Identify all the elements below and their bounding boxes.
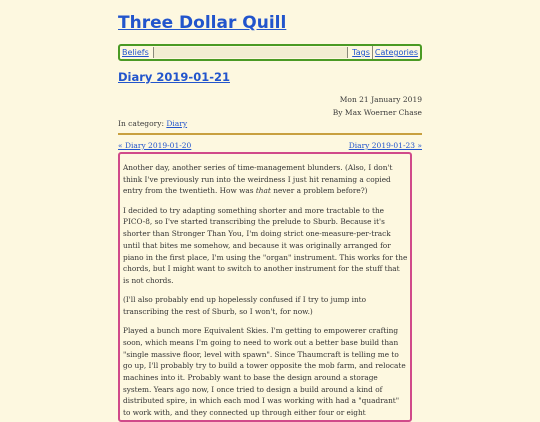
nav-link-tags[interactable]: Tags [352, 48, 370, 57]
category-prefix: In category: [118, 119, 164, 128]
category-link-diary[interactable]: Diary [166, 119, 188, 128]
nav-link-categories[interactable]: Categories [372, 46, 420, 59]
post-author: By Max Woerner Chase [332, 108, 422, 117]
paragraph-1 [123, 162, 408, 197]
nav-bar [118, 44, 422, 61]
site-title-link[interactable]: Three Dollar Quill [118, 13, 287, 33]
post-date: Mon 21 January 2019 [339, 95, 422, 104]
nav-spacer [153, 47, 348, 58]
nav-link-beliefs[interactable]: Beliefs [122, 48, 149, 57]
post-category-line [118, 119, 187, 128]
next-post-link[interactable]: Diary 2019-01-23 » [348, 141, 422, 150]
divider [118, 133, 422, 135]
paragraph-1-emphasis: that [255, 186, 271, 196]
paragraph-1-text-a: Another day, another series of time-management blunders. (Also, I don't think I've previously run into the weirdness I just hit renaming a copied entry from the twentieth. How was [123, 163, 393, 196]
paragraph-1-text-b: never a problem before?) [270, 186, 368, 196]
paragraph-3: (I'll also probably end up hopelessly confused if I try to jump into transcribing the rest of Sburb, so I won't, for now.) [123, 295, 367, 316]
paragraph-2: I decided to try adapting something shorter and more tractable to the PICO-8, so I've started transcribing the prelude to Sburb. Because it's shorter than Stronger Than You, I'm doing strict one-measure-per-track until that bites me somehow, and because it was originally arranged for piano in the first place, I'm using the "organ" instrument. This works for the chords, but I might want to switch to another instrument for the stuff that is not chords. [123, 205, 408, 285]
post-content [118, 152, 412, 422]
prev-post-link[interactable]: « Diary 2019-01-20 [118, 141, 192, 150]
post-title-link[interactable]: Diary 2019-01-21 [118, 70, 230, 84]
paragraph-4: Played a bunch more Equivalent Skies. I'm getting to empowerer crafting soon, which means I'm going to need to work out a better base build than "single massive floor, level with spawn". Since Thaumcraft is telling me to go up, I'll probably try to build a tower opposite the mob farm, and relocate machines into it. Probably want to base the design around a storage system. Years ago now, I once tried to design a build around a kind of distributed spire, in which each mod I was working with had a "quadrant" to work with, and they connected up through either four or eight [123, 326, 406, 418]
